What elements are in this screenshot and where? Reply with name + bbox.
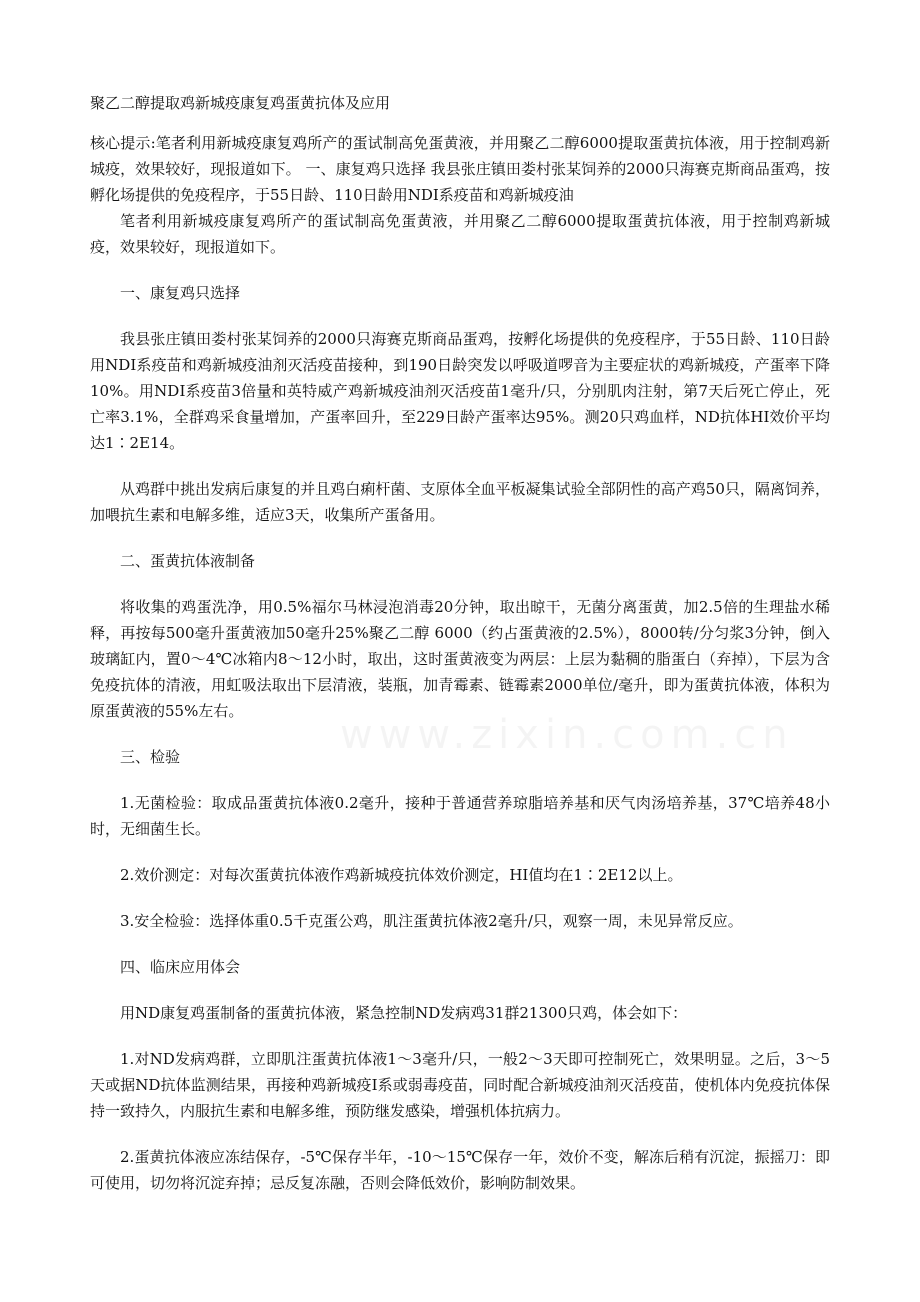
core-summary: 核心提示:笔者利用新城疫康复鸡所产的蛋试制高免蛋黄液，并用聚乙二醇6000提取蛋黄抗体液，用于控制鸡新城疫，效果较好，现报道如下。 一、康复鸡只选择 我县张庄镇田娄村张某饲养的2000只海赛克斯商品蛋鸡，按孵化场提供的免疫程序，于55日龄、110日龄用NDⅠ系疫苗和鸡新城疫油 <box>90 134 830 204</box>
body-paragraph: 1.无菌检验：取成品蛋黄抗体液0.2毫升，接种于普通营养琼脂培养基和厌气肉汤培养基，37℃培养48小时，无细菌生长。 <box>90 794 830 838</box>
body-paragraph: 用ND康复鸡蛋制备的蛋黄抗体液，紧急控制ND发病鸡31群21300只鸡，体会如下： <box>120 1004 688 1022</box>
section-heading: 一、康复鸡只选择 <box>120 284 241 302</box>
body-paragraph: 从鸡群中挑出发病后康复的并且鸡白痢杆菌、支原体全血平板凝集试验全部阴性的高产鸡50只，隔离饲养，加喂抗生素和电解多维，适应3天，收集所产蛋备用。 <box>90 480 830 524</box>
body-paragraph: 2.效价测定：对每次蛋黄抗体液作鸡新城疫抗体效价测定，HI值均在1∶2E12以上。 <box>120 866 683 884</box>
section-heading: 三、检验 <box>120 748 181 766</box>
body-paragraph: 将收集的鸡蛋洗净，用0.5%福尔马林浸泡消毒20分钟，取出晾干，无菌分离蛋黄，加2.5倍的生理盐水稀释，再按每500毫升蛋黄液加50毫升25%聚乙二醇 6000（约占蛋黄液的2.5%），8000转/分匀浆3分钟，倒入玻璃缸内，置0～4℃冰箱内8～12小时，取出，这时蛋黄液变为两层：上层为黏稠的脂蛋白（弃掉），下层为含免疫抗体的清液，用虹吸法取出下层清液，装瓶，加青霉素、链霉素2000单位/毫升，即为蛋黄抗体液，体积为原蛋黄液的55%左右。 <box>90 598 830 720</box>
intro-paragraph: 笔者利用新城疫康复鸡所产的蛋试制高免蛋黄液，并用聚乙二醇6000提取蛋黄抗体液，用于控制鸡新城疫，效果较好，现报道如下。 <box>90 212 830 256</box>
body-paragraph: 1.对ND发病鸡群，立即肌注蛋黄抗体液1～3毫升/只，一般2～3天即可控制死亡，效果明显。之后，3～5天或据ND抗体监测结果，再接种鸡新城疫Ⅰ系或弱毒疫苗，同时配合新城疫油剂灭活疫苗，使机体内免疫抗体保持一致持久，内服抗生素和电解多维，预防继发感染，增强机体抗病力。 <box>90 1050 830 1120</box>
document-title: 聚乙二醇提取鸡新城疫康复鸡蛋黄抗体及应用 <box>90 94 391 112</box>
body-paragraph: 2.蛋黄抗体液应冻结保存，-5℃保存半年，-10～15℃保存一年，效价不变，解冻后稍有沉淀，振摇刀：即可使用，切勿将沉淀弃掉；忌反复冻融，否则会降低效价，影响防制效果。 <box>90 1148 830 1192</box>
body-paragraph: 3.安全检验：选择体重0.5千克蛋公鸡，肌注蛋黄抗体液2毫升/只，观察一周，未见异常反应。 <box>120 912 743 930</box>
section-heading: 二、蛋黄抗体液制备 <box>120 552 256 570</box>
document-body <box>90 90 830 1196</box>
section-heading: 四、临床应用体会 <box>120 958 241 976</box>
body-paragraph: 我县张庄镇田娄村张某饲养的2000只海赛克斯商品蛋鸡，按孵化场提供的免疫程序，于55日龄、110日龄用NDⅠ系疫苗和鸡新城疫油剂灭活疫苗接种，到190日龄突发以呼吸道啰音为主要症状的鸡新城疫，产蛋率下降10%。用NDⅠ系疫苗3倍量和英特威产鸡新城疫油剂灭活疫苗1毫升/只，分别肌肉注射，第7天后死亡停止，死亡率3.1%，全群鸡采食量增加，产蛋率回升，至229日龄产蛋率达95%。测20只鸡血样，ND抗体HI效价平均达1∶2E14。 <box>90 330 830 452</box>
